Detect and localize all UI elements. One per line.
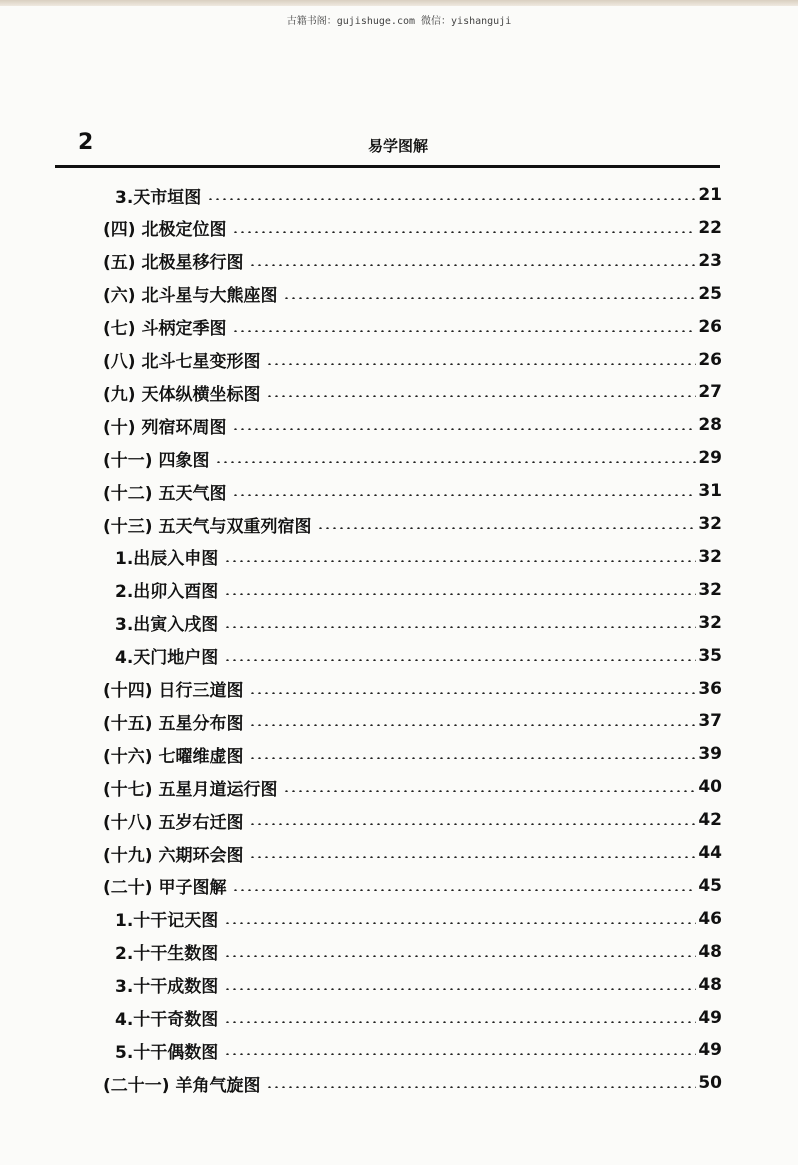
- dot-leader: [232, 428, 696, 430]
- toc-entry-page: 48: [698, 941, 722, 962]
- toc-entry-page: 37: [698, 711, 722, 732]
- toc-entry-title: 2.十干生数图: [115, 944, 219, 965]
- toc-entry-title: 3.十干成数图: [115, 977, 219, 998]
- toc-entry-page: 32: [698, 514, 722, 534]
- toc-entry-page: 29: [698, 448, 722, 469]
- toc-entry-title: (十二) 五天气图: [103, 483, 227, 504]
- toc-entry: [103, 1068, 722, 1098]
- toc-entry-title: 4.天门地户图: [115, 648, 219, 669]
- toc-entry-page: 21: [698, 185, 722, 205]
- dot-leader: [224, 1021, 696, 1023]
- toc-entry: [103, 706, 722, 736]
- toc-entry-title: (七) 斗柄定季图: [103, 319, 227, 340]
- toc-entry-page: 26: [698, 316, 722, 337]
- scan-top-edge: [0, 0, 798, 6]
- dot-leader: [207, 198, 696, 200]
- toc-entry: [115, 180, 722, 210]
- toc-entry-page: 48: [698, 974, 722, 995]
- toc-entry: [115, 542, 722, 572]
- toc-entry: [103, 674, 722, 704]
- toc-entry-title: (九) 天体纵横坐标图: [103, 384, 261, 405]
- toc-entry-title: (二十) 甲子图解: [103, 878, 227, 899]
- dot-leader: [224, 659, 696, 661]
- header-rule: [55, 165, 720, 168]
- dot-leader: [249, 692, 696, 694]
- dot-leader: [266, 1086, 696, 1088]
- dot-leader: [249, 856, 696, 858]
- toc-entry-title: (五) 北极星移行图: [103, 253, 244, 274]
- toc-entry-page: 44: [698, 843, 722, 863]
- toc-entry: [103, 476, 722, 506]
- dot-leader: [232, 330, 696, 332]
- toc-entry-page: 25: [698, 283, 722, 304]
- toc-entry-title: (十一) 四象图: [103, 450, 210, 471]
- toc-entry-title: (十五) 五星分布图: [103, 713, 244, 734]
- dot-leader: [224, 560, 696, 562]
- toc-entry-title: 5.十干偶数图: [115, 1042, 219, 1063]
- toc-entry-title: 3.天市垣图: [115, 187, 202, 208]
- dot-leader: [266, 395, 696, 397]
- toc-entry: [115, 1003, 722, 1033]
- dot-leader: [224, 1053, 696, 1055]
- toc-entry-page: 42: [698, 810, 722, 831]
- toc-entry: [103, 838, 722, 868]
- toc-entry: [103, 279, 722, 309]
- toc-entry-title: (十四) 日行三道图: [103, 681, 244, 701]
- toc-entry-page: 27: [698, 382, 722, 403]
- dot-leader: [249, 264, 696, 266]
- dot-leader: [232, 494, 696, 496]
- dot-leader: [283, 790, 696, 792]
- watermark-text: 古籍书阁：gujishuge.com 微信：yishanguji: [286, 16, 512, 27]
- dot-leader: [224, 626, 696, 628]
- toc-entry: [103, 739, 722, 769]
- toc-entry-title: (四) 北极定位图: [103, 220, 227, 241]
- dot-leader: [232, 231, 696, 233]
- page-number: 2: [78, 130, 94, 155]
- dot-leader: [317, 527, 696, 529]
- dot-leader: [232, 889, 696, 891]
- toc-entry-page: 36: [698, 678, 722, 699]
- toc-entry: [103, 871, 722, 901]
- toc-entry-page: 46: [698, 908, 722, 929]
- toc-entry-page: 35: [698, 645, 722, 666]
- toc-entry-page: 39: [698, 744, 722, 765]
- toc-entry: [103, 509, 722, 539]
- toc-entry-title: 3.出寅入戌图: [115, 615, 219, 636]
- toc-entry: [115, 1035, 722, 1065]
- toc-entry: [115, 641, 722, 671]
- toc-entry-title: (十) 列宿环周图: [103, 417, 227, 438]
- toc-entry: [115, 575, 722, 605]
- toc-entry: [103, 345, 722, 375]
- toc-entry: [115, 608, 722, 638]
- dot-leader: [266, 363, 696, 365]
- toc-entry: [115, 904, 722, 934]
- toc-entry-title: (六) 北斗星与大熊座图: [103, 286, 278, 307]
- dot-leader: [224, 988, 696, 990]
- toc-entry: [103, 213, 722, 243]
- dot-leader: [249, 724, 696, 726]
- toc-entry-title: 4.十干奇数图: [115, 1010, 219, 1030]
- toc-entry: [103, 312, 722, 342]
- toc-entry-page: 26: [698, 349, 722, 370]
- dot-leader: [215, 461, 696, 463]
- running-title: 易学图解: [367, 137, 428, 155]
- toc-entry: [115, 937, 722, 967]
- toc-entry-page: 40: [698, 777, 722, 798]
- toc-entry-title: (十三) 五天气与双重列宿图: [103, 516, 312, 537]
- toc-entry-title: 1.出辰入申图: [115, 549, 219, 570]
- toc-entry-page: 22: [698, 217, 722, 238]
- toc-entry: [103, 377, 722, 407]
- toc-entry: [103, 410, 722, 440]
- dot-leader: [224, 955, 696, 957]
- toc-entry-page: 49: [698, 1040, 722, 1061]
- toc-entry: [103, 443, 722, 473]
- toc-entry-page: 23: [698, 250, 722, 271]
- toc-entry-page: 45: [698, 875, 722, 896]
- toc-entry-title: (十九) 六期环会图: [103, 845, 244, 866]
- dot-leader: [224, 922, 696, 924]
- dot-leader: [224, 593, 696, 595]
- toc-entry-title: 1.十干记天图: [115, 911, 219, 932]
- toc-entry-page: 50: [698, 1073, 722, 1094]
- page-header: [78, 130, 718, 160]
- toc-entry-page: 28: [698, 415, 722, 436]
- toc-entry-title: 2.出卯入酉图: [115, 582, 219, 603]
- toc-entry: [115, 970, 722, 1000]
- toc-entry-title: (十六) 七曜维虚图: [103, 746, 244, 767]
- toc-entry-title: (十七) 五星月道运行图: [103, 779, 278, 800]
- toc-entry-page: 32: [698, 546, 722, 567]
- toc-entry-page: 49: [698, 1007, 722, 1028]
- toc-entry-page: 31: [698, 481, 722, 502]
- dot-leader: [283, 297, 696, 299]
- toc-entry-title: (十八) 五岁右迁图: [103, 812, 244, 833]
- dot-leader: [249, 757, 696, 759]
- toc-entry-page: 32: [698, 612, 722, 633]
- dot-leader: [249, 823, 696, 825]
- toc-entry-title: (二十一) 羊角气旋图: [103, 1075, 261, 1096]
- toc-entry-title: (八) 北斗七星变形图: [103, 352, 261, 372]
- toc-entry-page: 32: [698, 579, 722, 600]
- toc-entry: [103, 772, 722, 802]
- toc-entry: [103, 805, 722, 835]
- toc-entry: [103, 246, 722, 276]
